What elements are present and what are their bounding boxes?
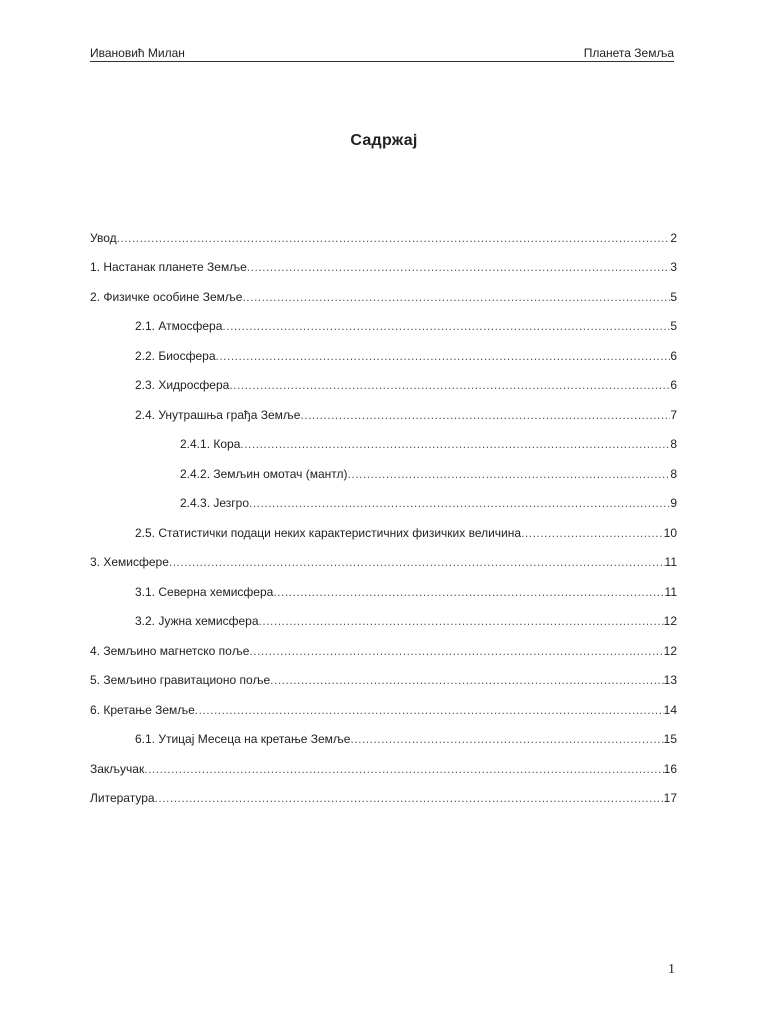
toc-dot-leader (300, 408, 670, 422)
header-doc-title: Планета Земља (583, 46, 674, 60)
toc-entry-page: 7 (670, 407, 677, 422)
toc-dot-leader (240, 437, 670, 451)
toc-entry-label: 2.4.3. Језгро (180, 496, 249, 511)
toc-entry-label: 2.1. Атмосфера (135, 319, 223, 334)
toc-entry[interactable] (90, 636, 677, 666)
toc-dot-leader (216, 349, 671, 363)
toc-entry-page: 10 (663, 525, 677, 540)
toc-entry[interactable] (90, 577, 677, 607)
toc-entry[interactable] (90, 282, 677, 312)
toc-entry[interactable] (90, 459, 677, 489)
toc-entry-page: 5 (670, 289, 677, 304)
toc-entry[interactable] (90, 253, 677, 283)
toc-entry-label: 2.4.2. Земљин омотач (мантл) (180, 466, 348, 481)
toc-entry-label: Литература (90, 791, 155, 806)
toc-dot-leader (273, 585, 664, 599)
toc-entry-page: 3 (670, 260, 677, 275)
toc-entry[interactable] (90, 784, 677, 814)
toc-entry-label: 2.3. Хидросфера (135, 378, 230, 393)
toc-dot-leader (270, 673, 663, 687)
toc-dot-leader (521, 526, 664, 540)
toc-entry-label: Увод (90, 230, 117, 245)
page-number: 1 (668, 962, 675, 977)
toc-entry[interactable] (90, 223, 677, 253)
toc-entry[interactable] (90, 548, 677, 578)
toc-entry-label: 3.2. Јужна хемисфера (135, 614, 259, 629)
toc-entry-page: 11 (664, 584, 677, 599)
toc-entry-label: 6.1. Утицај Месеца на кретање Земље (135, 732, 351, 747)
toc-entry-page: 2 (670, 230, 677, 245)
toc-entry-label: 6. Кретање Земље (90, 702, 195, 717)
toc-entry-page: 6 (670, 378, 677, 393)
toc-dot-leader (229, 378, 670, 392)
toc-entry-label: 4. Земљино магнетско поље (90, 643, 250, 658)
toc-entry-label: 2.4. Унутрашња грађа Земље (135, 407, 301, 422)
toc-entry[interactable] (90, 754, 677, 784)
toc-dot-leader (348, 467, 671, 481)
toc-dot-leader (242, 290, 670, 304)
toc-entry-page: 8 (670, 466, 677, 481)
toc-entry[interactable] (90, 489, 677, 519)
toc-entry-page: 17 (663, 791, 677, 806)
toc-dot-leader (249, 644, 663, 658)
toc-entry-label: 3. Хемисфере (90, 555, 169, 570)
toc-dot-leader (195, 703, 664, 717)
page-header (90, 44, 674, 62)
table-of-contents (90, 223, 677, 813)
toc-entry-label: Закључак (90, 761, 145, 776)
toc-entry-page: 12 (663, 614, 677, 629)
toc-dot-leader (350, 732, 663, 746)
toc-dot-leader (144, 762, 663, 776)
toc-entry-page: 15 (663, 732, 677, 747)
toc-dot-leader (155, 791, 664, 805)
toc-entry-label: 3.1. Северна хемисфера (135, 584, 274, 599)
toc-entry-page: 16 (663, 761, 677, 776)
toc-entry[interactable] (90, 312, 677, 342)
toc-entry-page: 11 (664, 555, 677, 570)
toc-dot-leader (169, 555, 665, 569)
toc-entry-page: 13 (663, 673, 677, 688)
toc-dot-leader (259, 614, 664, 628)
toc-entry-page: 8 (670, 437, 677, 452)
toc-entry[interactable] (90, 607, 677, 637)
toc-entry-label: 2. Физичке особине Земље (90, 289, 243, 304)
toc-entry-page: 6 (670, 348, 677, 363)
toc-entry[interactable] (90, 725, 677, 755)
toc-entry-page: 14 (663, 702, 677, 717)
toc-entry[interactable] (90, 341, 677, 371)
toc-dot-leader (249, 496, 670, 510)
toc-dot-leader (247, 260, 671, 274)
toc-entry-label: 2.4.1. Кора (180, 437, 241, 452)
toc-entry-label: 2.5. Статистички подаци неких карактеристичних физичких величина (135, 525, 522, 540)
toc-entry-label: 5. Земљино гравитационо поље (90, 673, 271, 688)
page-title: Садржај (350, 132, 418, 149)
toc-entry[interactable] (90, 400, 677, 430)
toc-entry-page: 5 (670, 319, 677, 334)
toc-entry[interactable] (90, 666, 677, 696)
toc-entry-page: 12 (663, 643, 677, 658)
toc-entry[interactable] (90, 695, 677, 725)
header-author: Ивановић Милан (90, 46, 185, 60)
toc-entry[interactable] (90, 518, 677, 548)
toc-entry[interactable] (90, 430, 677, 460)
toc-entry-page: 9 (670, 496, 677, 511)
toc-entry-label: 1. Настанак планете Земље (90, 260, 247, 275)
toc-entry[interactable] (90, 371, 677, 401)
toc-entry-label: 2.2. Биосфера (135, 348, 216, 363)
toc-dot-leader (222, 319, 670, 333)
toc-dot-leader (117, 231, 671, 245)
